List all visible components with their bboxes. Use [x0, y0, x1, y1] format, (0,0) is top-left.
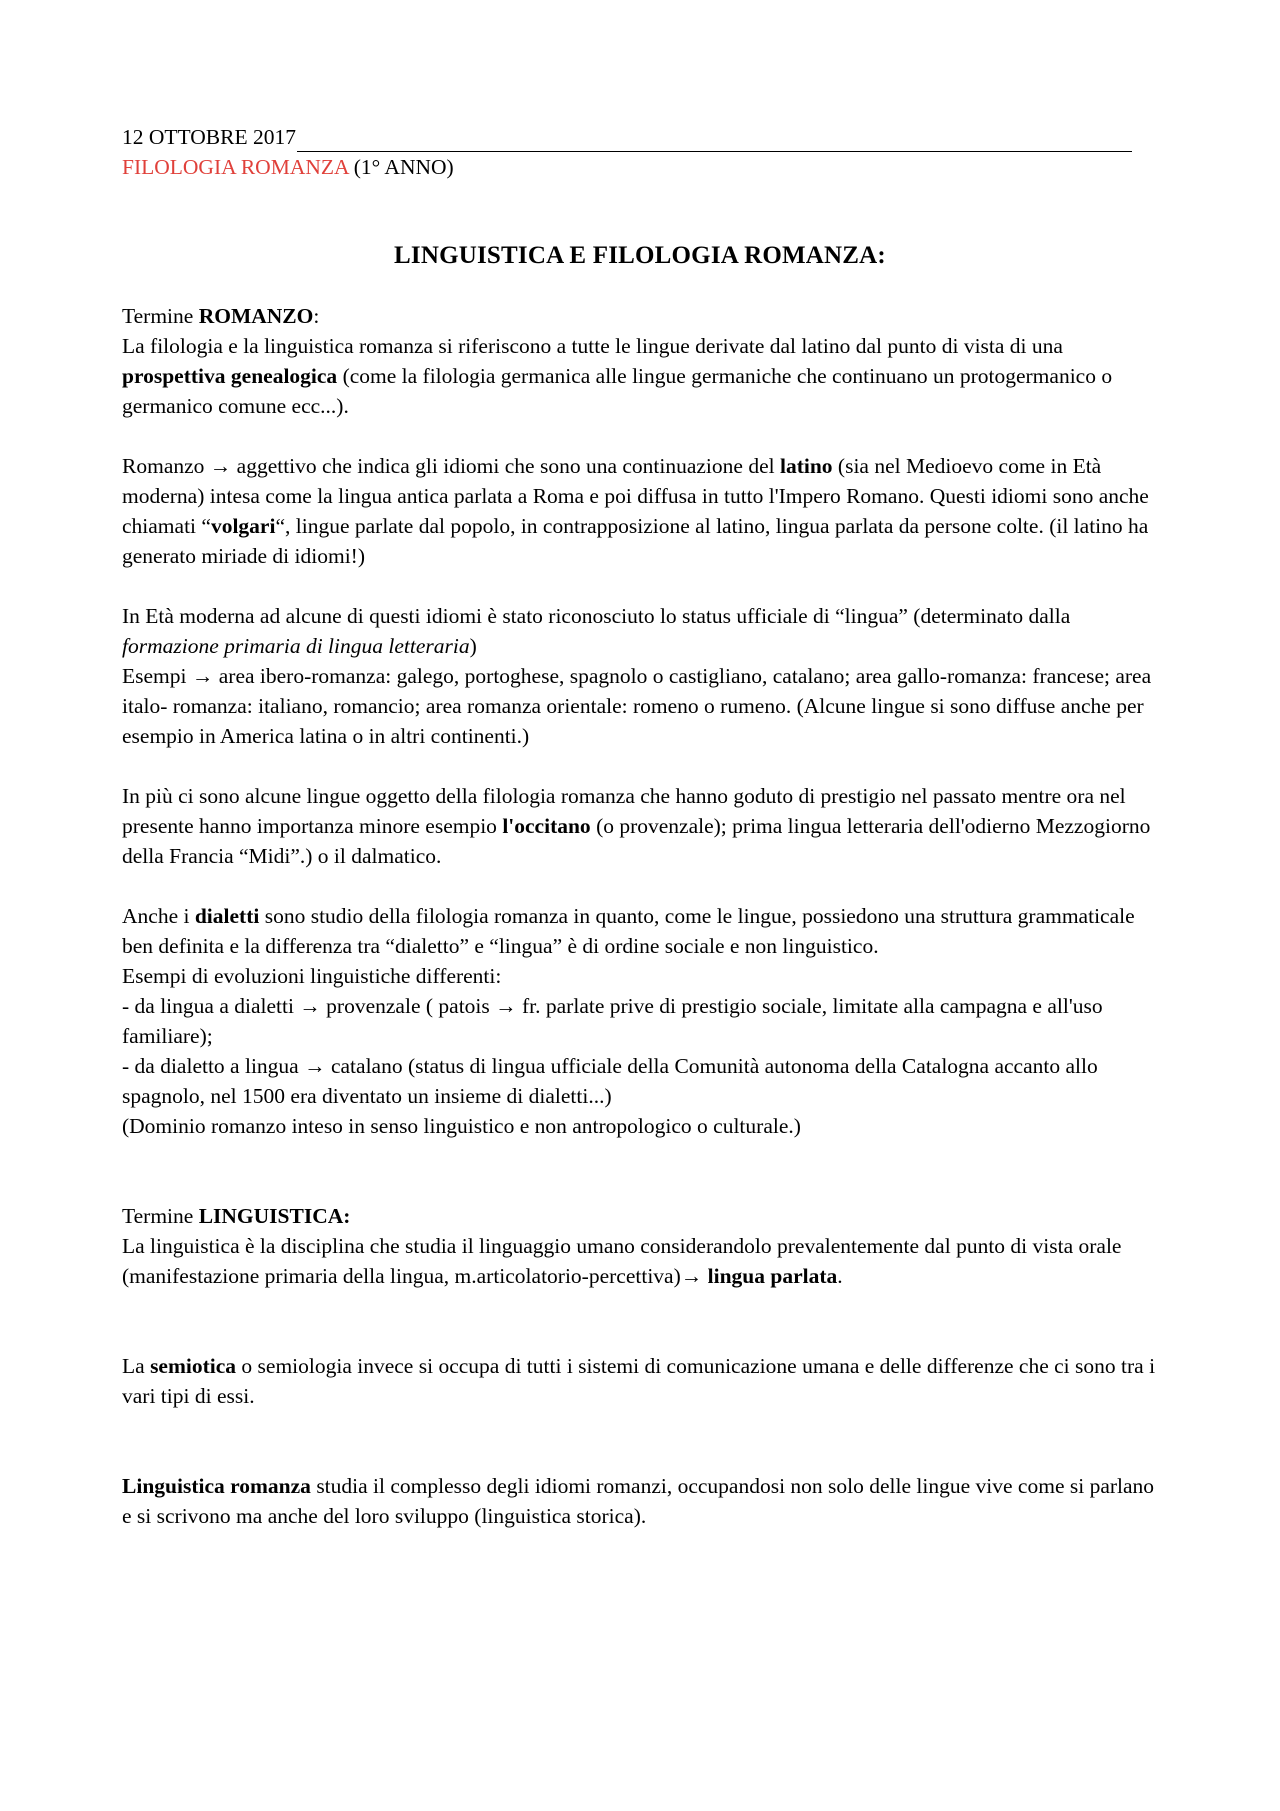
romanzo-paragraph-2: Romanzo → aggettivo che indica gli idiomi che sono una continuazione del latino (sia nel Medioevo come in Età moderna) intesa come la lingua antica parlata a Roma e poi diffusa in tutto l'Impero Romano. Questi idiomi sono anche chiamati “volgari“, lingue parlate dal popolo, in contrapposizione al latino, lingua parlata da persone colte. (il latino ha generato miriade di idiomi!): [122, 454, 1149, 568]
linguistica-paragraph-1: La linguistica è la disciplina che studia il linguaggio umano considerandolo prevalentemente dal punto di vista orale (manifestazione primaria della lingua, m.articolatorio-percettiva)→ lingua parlata.: [122, 1234, 1122, 1288]
romanzo-label: Termine ROMANZO:: [122, 304, 320, 328]
romanzo-paragraph-dialetti: Anche i dialetti sono studio della filologia romanza in quanto, come le lingue, possiedono una struttura grammaticale ben definita e la differenza tra “dialetto” e “lingua” è di ordine sociale e non linguistico.: [122, 904, 1135, 958]
romanzo-examples: Esempi → area ibero-romanza: galego, portoghese, spagnolo o castigliano, catalano; area gallo-romanza: francese; area italo- romanza: italiano, romancio; area romanza orientale: romeno o rumeno. (Alcune lingue si sono diffuse anche per esempio in America latina o in altri continenti.): [122, 664, 1152, 748]
date-line: [122, 122, 1158, 152]
course-heading: [122, 152, 1158, 182]
romanzo-evolution-item-1: - da lingua a dialetti → provenzale ( patois → fr. parlate prive di prestigio sociale, limitate alla campagna e all'uso familiare);: [122, 994, 1103, 1048]
linguistica-label: Termine LINGUISTICA:: [122, 1204, 351, 1228]
linguistica-romanza-paragraph: Linguistica romanza studia il complesso degli idiomi romanzi, occupandosi non solo delle lingue vive come si parlano e si scrivono ma anche del loro sviluppo (linguistica storica).: [122, 1474, 1155, 1528]
romanzo-evolution-heading: Esempi di evoluzioni linguistiche differenti:: [122, 964, 502, 988]
course-name: FILOLOGIA ROMANZA: [122, 155, 349, 179]
course-year: (1° ANNO): [348, 155, 454, 179]
romanzo-evolution-item-2: - da dialetto a lingua → catalano (status di lingua ufficiale della Comunità autonoma della Catalogna accanto allo spagnolo, nel 1500 era diventato un insieme di dialetti...): [122, 1054, 1098, 1108]
semiotica-paragraph: La semiotica o semiologia invece si occupa di tutti i sistemi di comunicazione umana e delle differenze che ci sono tra i vari tipi di essi.: [122, 1354, 1156, 1408]
document-body: [122, 122, 1158, 1531]
romanzo-note: (Dominio romanzo inteso in senso linguistico e non antropologico o culturale.): [122, 1114, 801, 1138]
romanzo-paragraph-1: La filologia e la linguistica romanza si riferiscono a tutte le lingue derivate dal latino dal punto di vista di una prospettiva genealogica (come la filologia germanica alle lingue germaniche che continuano un protogermanico o germanico comune ecc...).: [122, 334, 1113, 418]
date-underline: [297, 129, 1132, 152]
romanzo-paragraph-3: In Età moderna ad alcune di questi idiomi è stato riconosciuto lo status ufficiale di “lingua” (determinato dalla formazione primaria di lingua letteraria): [122, 604, 1071, 658]
page-title: LINGUISTICA E FILOLOGIA ROMANZA:: [394, 242, 886, 269]
romanzo-paragraph-4: In più ci sono alcune lingue oggetto della filologia romanza che hanno goduto di prestigio nel passato mentre ora nel presente hanno importanza minore esempio l'occitano (o provenzale); prima lingua letteraria dell'odierno Mezzogiorno della Francia “Midi”.) o il dalmatico.: [122, 784, 1151, 868]
date: 12 OTTOBRE 2017: [122, 125, 296, 149]
